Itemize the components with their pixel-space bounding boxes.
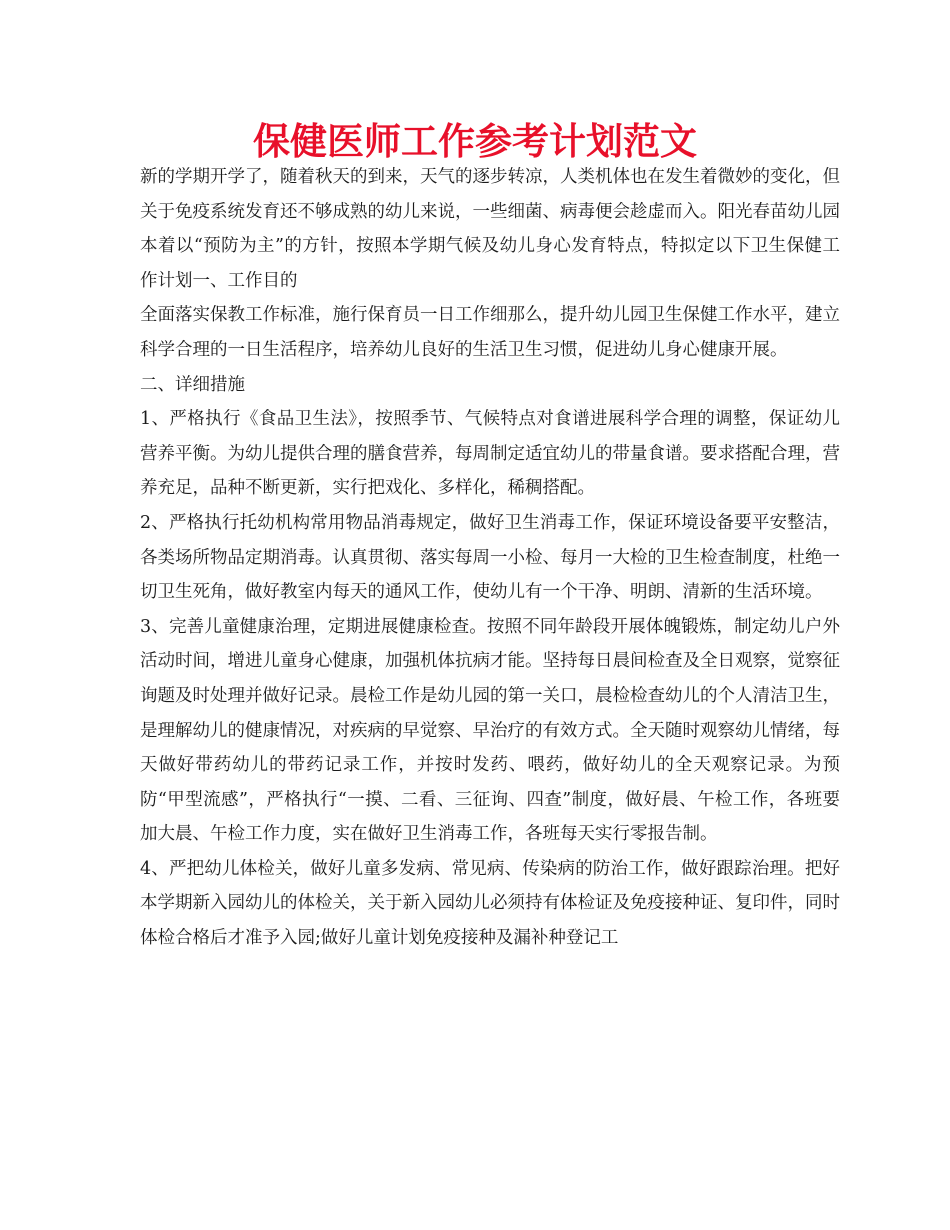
paragraph-intro: 新的学期开学了，随着秋天的到来，天气的逐步转凉，人类机体也在发生着微妙的变化，但关于免疫系统发育还不够成熟的幼儿来说，一些细菌、病毒便会趁虚而入。阳光春苗幼儿园本着以“预防为主”的方针，按照本学期气候及幼儿身心发育特点，特拟定以下卫生保健工作计划一、工作目的 xyxy=(140,167,840,291)
paragraph-measure-1: 1、严格执行《食品卫生法》，按照季节、气候特点对食谱进展科学合理的调整，保证幼儿营养平衡。为幼儿提供合理的膳食营养，每周制定适宜幼儿的带量食谱。要求搭配合理，营养充足，品种不断更新，实行把戏化、多样化，稀稠搭配。 xyxy=(140,409,840,499)
paragraph-measure-2: 2、严格执行托幼机构常用物品消毒规定，做好卫生消毒工作，保证环境设备要平安整洁，各类场所物品定期消毒。认真贯彻、落实每周一小检、每月一大检的卫生检查制度，杜绝一切卫生死角，做好教室内每天的通风工作，使幼儿有一个干净、明朗、清新的生活环境。 xyxy=(140,512,840,603)
paragraph-goal: 全面落实保教工作标准，施行保育员一日工作细那么，提升幼儿园卫生保健工作水平，建立科学合理的一日生活程序，培养幼儿良好的生活卫生习惯，促进幼儿身心健康开展。 xyxy=(140,305,840,360)
section-heading-measures: 二、详细措施 xyxy=(140,374,245,395)
paragraph-measure-4: 4、严把幼儿体检关，做好儿童多发病、常见病、传染病的防治工作，做好跟踪治理。把好本学期新入园幼儿的体检关，关于新入园幼儿必须持有体检证及免疫接种证、复印件，同时体检合格后才准予入园;做好儿童计划免疫接种及漏补种登记工 xyxy=(140,858,840,949)
document-title: 保健医师工作参考计划范文 xyxy=(253,120,697,163)
paragraph-measure-3: 3、完善儿童健康治理，定期进展健康检查。按照不同年龄段开展体魄锻炼，制定幼儿户外活动时间，增进儿童身心健康，加强机体抗病才能。坚持每日晨间检查及全日观察，觉察征询题及时处理并做好记录。晨检工作是幼儿园的第一关口，晨检检查幼儿的个人清洁卫生，是理解幼儿的健康情况，对疾病的早觉察、早治疗的有效方式。全天随时观察幼儿情绪，每天做好带药幼儿的带药记录工作，并按时发药、喂药，做好幼儿的全天观察记录。为预防“甲型流感”，严格执行“一摸、二看、三征询、四查”制度，做好晨、午检工作，各班要加大晨、午检工作力度，实在做好卫生消毒工作，各班每天实行零报告制。 xyxy=(140,616,840,845)
document-body xyxy=(140,160,840,956)
